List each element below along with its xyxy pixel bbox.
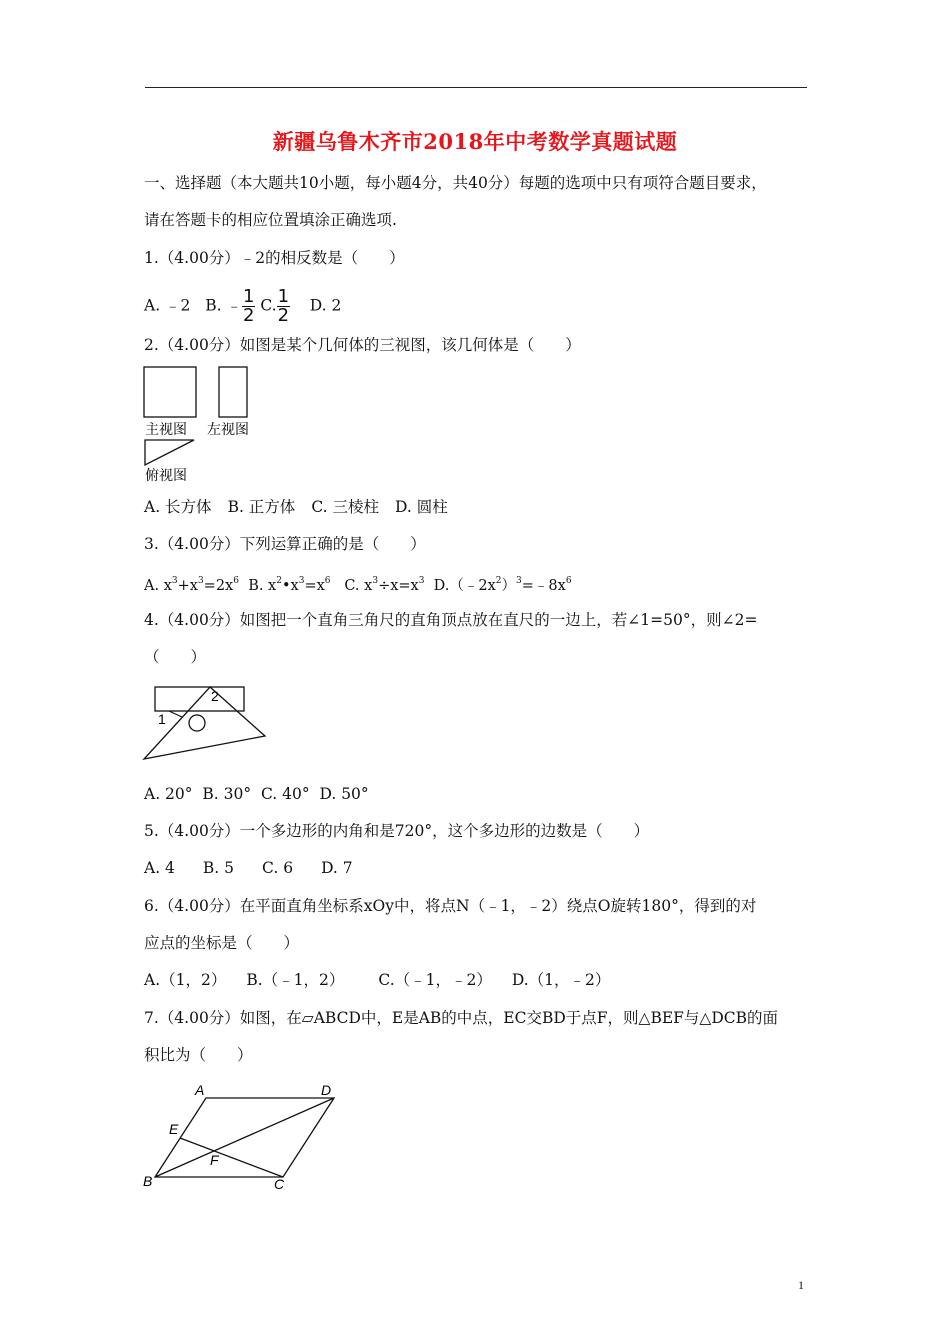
vertex-d-label: D bbox=[321, 1082, 332, 1098]
option-b: B.（﹣1，2） bbox=[246, 971, 345, 989]
option-a: A. 20° bbox=[144, 785, 193, 803]
question-5-stem: 5.（4.00分）一个多边形的内角和是720°，这个多边形的边数是（ ） bbox=[144, 822, 650, 840]
question-2-stem: 2.（4.00分）如图是某个几何体的三视图，该几何体是（ ） bbox=[144, 336, 581, 354]
question-4-stem-line1: 4.（4.00分）如图把一个直角三角尺的直角顶点放在直尺的一边上，若∠1=50°，则∠2= bbox=[144, 611, 758, 629]
parallelogram-figure bbox=[138, 1078, 343, 1196]
question-6-stem-line2: 应点的坐标是（ ） bbox=[144, 934, 300, 952]
fraction-b-numerator: 1 bbox=[242, 286, 255, 307]
option-b: B. $x^2•x^3=x^6$ bbox=[248, 576, 331, 594]
option-a: A. $x^3+x^3=2x^6$ bbox=[144, 576, 239, 594]
option-b: B. 5 bbox=[202, 859, 235, 877]
fraction-b bbox=[242, 288, 255, 325]
option-c: C. 6 bbox=[262, 859, 294, 877]
option-d: D.（1，﹣2） bbox=[511, 971, 611, 989]
angle-1-label: 1 bbox=[158, 711, 166, 727]
option-c: C. $x^3\div x=x^3$ bbox=[344, 576, 425, 594]
option-c-prefix: C. bbox=[260, 296, 277, 315]
section-instructions-line1: 一、选择题（本大题共10小题，每小题4分，共40分）每题的选项中只有项符合题目要求， bbox=[144, 174, 767, 192]
question-3-options bbox=[144, 571, 572, 596]
option-d: D. 2 bbox=[309, 296, 342, 315]
option-c: C.（﹣1，﹣2） bbox=[378, 971, 492, 989]
question-1-options bbox=[144, 288, 341, 325]
triangle-hole-circle bbox=[189, 715, 205, 731]
option-a: A. 长方体 bbox=[144, 498, 212, 516]
front-view-label: 主视图 bbox=[145, 421, 187, 437]
diagonal-bd bbox=[155, 1098, 334, 1177]
option-b: B. 30° bbox=[202, 785, 252, 803]
vertex-a-label: A bbox=[195, 1082, 205, 1098]
option-b-prefix: B. ﹣ bbox=[205, 296, 242, 315]
section-instructions-line2: 请在答题卡的相应位置填涂正确选项. bbox=[144, 211, 397, 229]
page-number: 1 bbox=[798, 1278, 804, 1292]
fraction-c-denominator: 2 bbox=[277, 305, 290, 326]
question-6-stem-line1: 6.（4.00分）在平面直角坐标系xOy中，将点N（﹣1，﹣2）绕点O旋转180°，得到的对 bbox=[144, 897, 757, 915]
top-view-triangle bbox=[145, 440, 194, 465]
question-2-options bbox=[144, 497, 464, 517]
question-5-options bbox=[144, 858, 369, 878]
vertex-c-label: C bbox=[274, 1176, 285, 1192]
ruler-triangle-figure bbox=[140, 680, 275, 765]
angle-mark-line bbox=[169, 711, 182, 717]
question-4-stem-line2: （ ） bbox=[144, 648, 207, 666]
top-view-label: 俯视图 bbox=[145, 467, 187, 483]
question-7-stem-line1: 7.（4.00分）如图，在▱ABCD中，E是AB的中点，EC交BD于点F，则△BEF与△DCB的面 bbox=[144, 1009, 779, 1027]
header-rule bbox=[145, 87, 807, 88]
fraction-b-denominator: 2 bbox=[242, 305, 255, 326]
option-a: A.（1，2） bbox=[144, 971, 227, 989]
question-3-stem: 3.（4.00分）下列运算正确的是（ ） bbox=[144, 535, 426, 553]
option-c: C. 40° bbox=[260, 785, 310, 803]
point-f-label: F bbox=[210, 1152, 219, 1168]
angle-2-label: 2 bbox=[211, 688, 219, 704]
option-b: B. 正方体 bbox=[227, 498, 296, 516]
option-d: $D.(﹣2x^2)^3=﹣8x^6$ bbox=[433, 576, 572, 594]
option-d: D. 50° bbox=[319, 785, 369, 803]
option-a: A. 4 bbox=[144, 859, 175, 877]
three-view-figure bbox=[140, 362, 260, 487]
point-e-label: E bbox=[169, 1121, 179, 1137]
option-a: A. ﹣2 bbox=[144, 296, 191, 315]
page-title: 新疆乌鲁木齐市2018年中考数学真题试题 bbox=[272, 129, 678, 154]
question-6-options bbox=[144, 970, 626, 990]
question-7-stem-line2: 积比为（ ） bbox=[144, 1046, 253, 1064]
option-c: C. 三棱柱 bbox=[311, 498, 379, 516]
option-d: D. 7 bbox=[321, 859, 353, 877]
option-d: D. 圆柱 bbox=[394, 498, 448, 516]
left-view-rectangle bbox=[219, 367, 247, 417]
vertex-b-label: B bbox=[143, 1173, 153, 1189]
left-view-label: 左视图 bbox=[207, 421, 249, 437]
front-view-square bbox=[144, 367, 196, 417]
fraction-c bbox=[277, 288, 290, 325]
question-1-stem: 1.（4.00分）﹣2的相反数是（ ） bbox=[144, 249, 405, 267]
question-4-options bbox=[144, 784, 369, 804]
fraction-c-numerator: 1 bbox=[277, 286, 290, 307]
